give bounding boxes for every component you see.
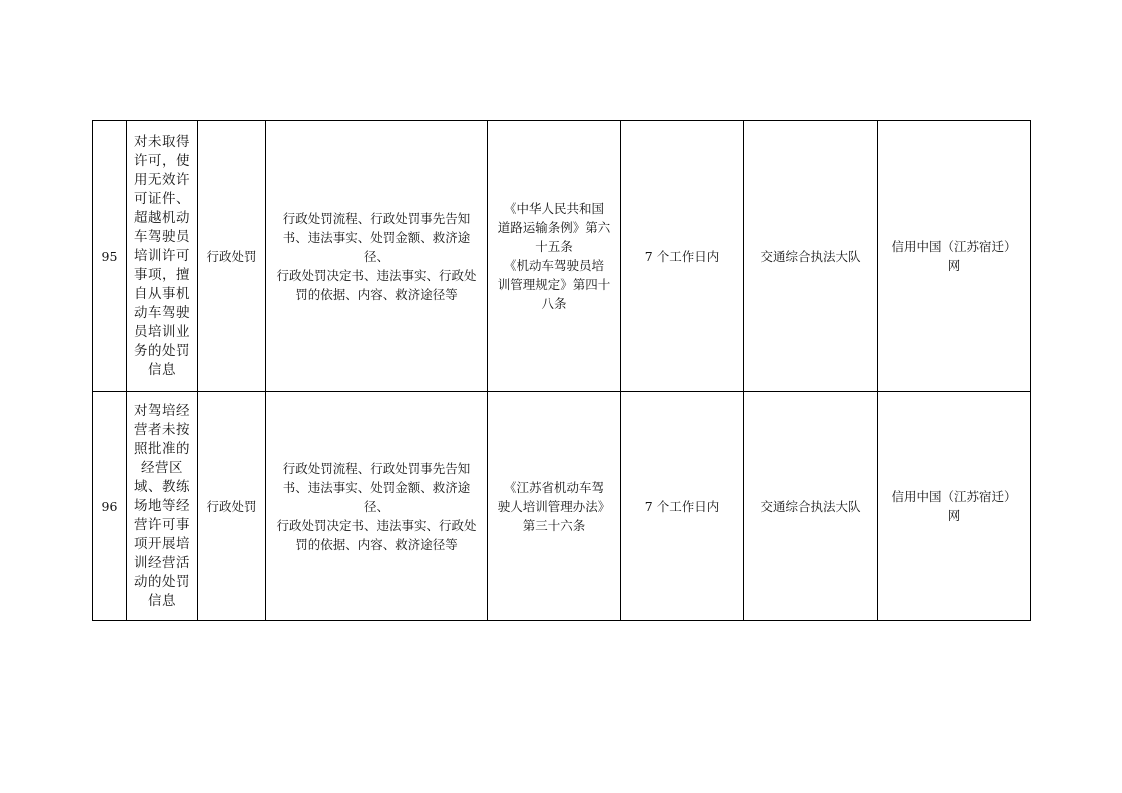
responsible-department: 交通综合执法大队 [760, 498, 861, 514]
time-limit: 7 个工作日内 [644, 248, 720, 264]
site-cell [878, 392, 1031, 621]
table-row [93, 121, 1031, 392]
disclosure-content: 行政处罚流程、行政处罚事先告知 书、违法事实、处罚金额、救济途径、 行政处罚决定书、违法事实、行政处 罚的依据、内容、救济途径等 [276, 210, 477, 302]
row-number: 96 [101, 498, 118, 514]
time-limit: 7 个工作日内 [644, 498, 720, 514]
disclosure-table [92, 120, 1031, 621]
basis-cell [488, 392, 621, 621]
item-cell [127, 392, 198, 621]
time-cell [621, 392, 744, 621]
item-name: 对驾培经 营者未按 照批准的 经营区 域、教练 场地等经 营许可事 项开展培 训经营活 动的处罚 信息 [134, 402, 190, 609]
row-number: 95 [101, 248, 118, 264]
item-name: 对未取得 许可，使 用无效许 可证件、 超越机动 车驾驶员 培训许可 事项，擅 自从事机 动车驾驶 员培训业 务的处罚 信息 [134, 133, 190, 378]
department-cell [744, 121, 878, 392]
item-type: 行政处罚 [206, 248, 257, 264]
table-row [93, 392, 1031, 621]
content-cell [266, 392, 488, 621]
content-cell [266, 121, 488, 392]
disclosure-content: 行政处罚流程、行政处罚事先告知 书、违法事实、处罚金额、救济途径、 行政处罚决定书、违法事实、行政处 罚的依据、内容、救济途径等 [276, 460, 477, 552]
site-cell [878, 121, 1031, 392]
row-number-cell [93, 392, 127, 621]
time-cell [621, 121, 744, 392]
type-cell [198, 392, 266, 621]
item-cell [127, 121, 198, 392]
legal-basis: 《江苏省机动车驾 驶人培训管理办法》 第三十六条 [497, 479, 611, 533]
item-type: 行政处罚 [206, 498, 257, 514]
department-cell [744, 392, 878, 621]
type-cell [198, 121, 266, 392]
basis-cell [488, 121, 621, 392]
legal-basis: 《中华人民共和国 道路运输条例》第六 十五条 《机动车驾驶员培 训管理规定》第四十 八条 [497, 201, 611, 311]
publish-site: 信用中国（江苏宿迁） 网 [891, 239, 1017, 273]
row-number-cell [93, 121, 127, 392]
publish-site: 信用中国（江苏宿迁） 网 [891, 489, 1017, 523]
responsible-department: 交通综合执法大队 [760, 248, 861, 264]
